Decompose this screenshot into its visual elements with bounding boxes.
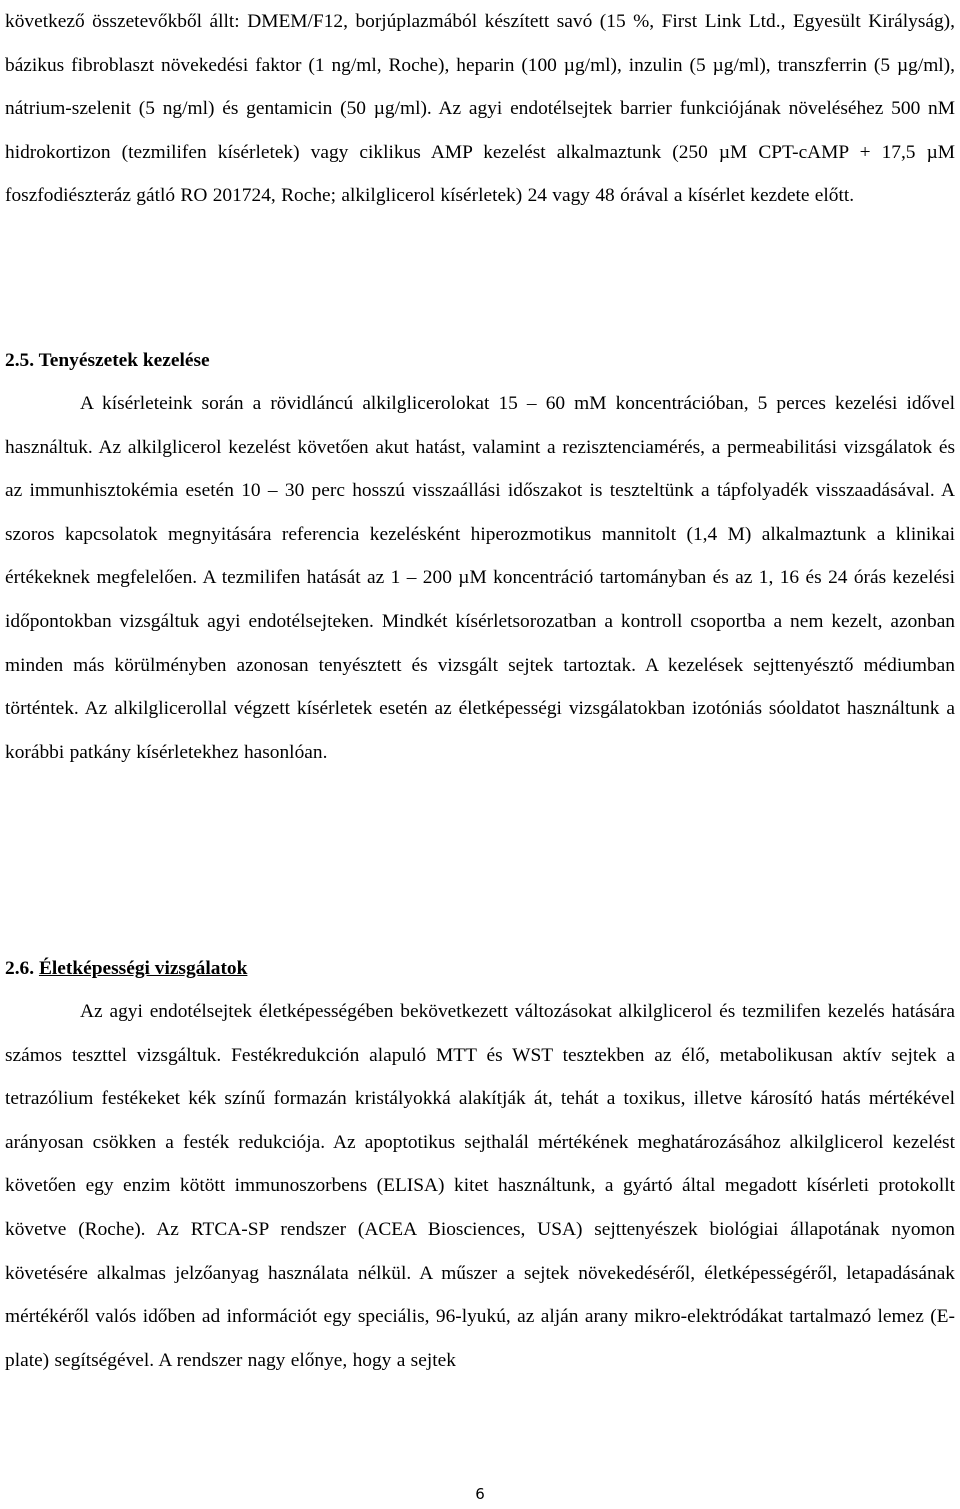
section-number: 2.6. bbox=[5, 958, 35, 979]
section-heading-2-5 bbox=[5, 339, 210, 383]
section-number: 2.5. bbox=[5, 350, 35, 371]
section-heading-2-6 bbox=[5, 947, 247, 991]
section-title: Tenyészetek kezelése bbox=[38, 350, 210, 371]
section-title: Életképességi vizsgálatok bbox=[38, 958, 248, 979]
intro-paragraph: következő összetevőkből állt: DMEM/F12, borjúplazmából készített savó (15 %, First Link Ltd., Egyesült Királyság), bázikus fibroblaszt növekedési faktor (1 ng/ml, Roche), heparin (100 µg/ml), inzulin (5 µg/ml), transzferrin (5 µg/ml), nátrium-szelenit (5 ng/ml) és gentamicin (50 µg/ml). Az agyi endotélsejtek barrier funkciójának növeléséhez 500 nM hidrokortizon (tezmilifen kísérletek) vagy ciklikus AMP kezelést alkalmaztunk (250 µM CPT-cAMP + 17,5 µM foszfodiészteráz gátló RO 201724, Roche; alkilglicerol kísérletek) 24 vagy 48 órával a kísérlet kezdete előtt. bbox=[5, 11, 955, 207]
section-2-6-body: Az agyi endotélsejtek életképességében bekövetkezett változásokat alkilglicerol és tezmilifen kezelés hatására számos teszttel vizsgáltuk. Festékredukción alapuló MTT és WST tesztekben az élő, metabolikusan aktív sejtek a tetrazólium festékeket kék színű formazán kristályokká alakítják át, tehát a toxikus, illetve károsító hatás mértékével arányosan csökken a festék redukciója. Az apoptotikus sejthalál mértékének meghatározásához alkilglicerol kezelést követően egy enzim kötött immunoszorbens (ELISA) kitet használtunk, a gyártó által megadott kísérleti protokollt követve (Roche). Az RTCA-SP rendszer (ACEA Biosciences, USA) sejttenyészek biológiai állapotának nyomon követésére alkalmas jelzőanyag használata nélkül. A műszer a sejtek növekedéséről, életképességéről, letapadásának mértékéről valós időben ad információt egy speciális, 96-lyukú, az alján arany mikro-elektródákat tartalmazó lemez (E-plate) segítségével. A rendszer nagy előnye, hogy a sejtek bbox=[5, 1001, 955, 1371]
section-2-5-body: A kísérleteink során a rövidláncú alkilglicerolokat 15 – 60 mM koncentrációban, 5 perces kezelési idővel használtuk. Az alkilglicerol kezelést követően akut hatást, valamint a rezisztenciamérés, a permeabilitási vizsgálatok és az immunhisztokémia esetén 10 – 30 perc hosszú visszaállási időszakot is teszteltünk a tápfolyadék visszaadásával. A szoros kapcsolatok megnyitására referencia kezelésként hiperozmotikus mannitolt (1,4 M) alkalmaztunk a klinikai értékeknek megfelelően. A tezmilifen hatását az 1 – 200 µM koncentráció tartományban és az 1, 16 és 24 órás kezelési időpontokban vizsgáltuk agyi endotélsejteken. Mindkét kísérletsorozatban a kontroll csoportba a nem kezelt, azonban minden más körülményben azonosan tenyésztett és vizsgált sejtek tartoztak. A kezelések sejttenyésztő médiumban történtek. Az alkilglicerollal végzett kísérletek esetén az életképességi vizsgálatokban izotóniás sóoldatot használtunk a korábbi patkány kísérletekhez hasonlóan. bbox=[5, 393, 955, 763]
page-number: 6 bbox=[475, 1485, 485, 1503]
